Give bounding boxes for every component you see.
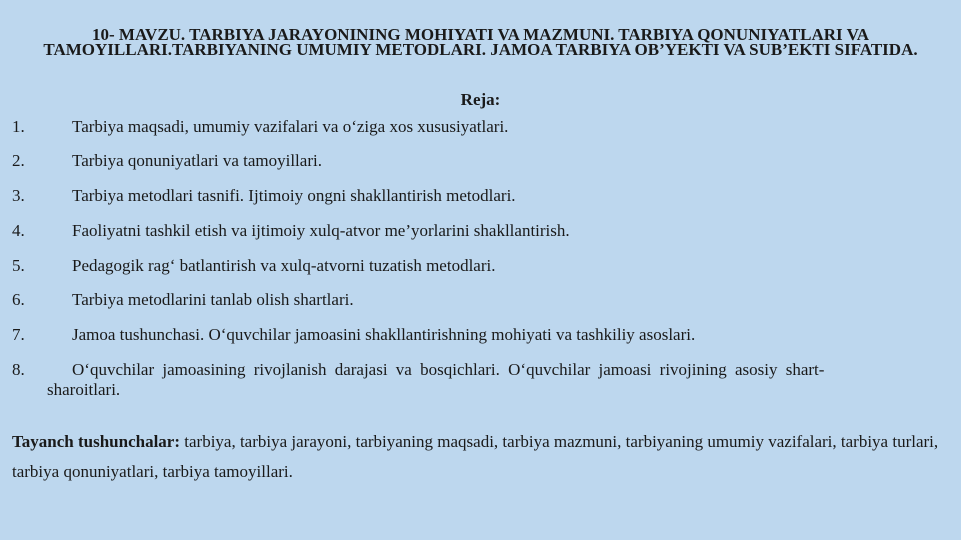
plan-item-number: 5. — [12, 256, 25, 275]
plan-item-text: Tarbiya maqsadi, umumiy vazifalari va o‘ziga xos xususiyatlari. — [72, 117, 509, 136]
plan-item-number: 1. — [12, 117, 25, 136]
plan-item-number: 4. — [12, 221, 25, 240]
plan-item-text: Tarbiya qonuniyatlari va tamoyillari. — [72, 151, 322, 170]
key-concepts-text: tarbiya, tarbiya jarayoni, tarbiyaning maqsadi, tarbiya mazmuni, tarbiyaning umumiy vazifalari, tarbiya turlari, tarbiya qonuniyatlari, tarbiya tamoyillari. — [12, 432, 939, 481]
plan-item-number: 7. — [12, 325, 25, 344]
plan-item-text: Tarbiya metodlarini tanlab olish shartlari. — [72, 290, 354, 309]
plan-item-number: 2. — [12, 151, 25, 170]
slide-title: 10- MAVZU. TARBIYA JARAYONINING MOHIYATI VA MAZMUNI. TARBIYA QONUNIYATLARI VA TAMOYILLARI.TARBIYANING UMUMIY METODLARI. JAMOA TARBIYA OB’YEKTI VA SUB’EKTI SIFATIDA. — [43, 25, 918, 59]
plan-item-text: Tarbiya metodlari tasnifi. Ijtimoiy ongni shakllantirish metodlari. — [72, 186, 516, 205]
key-concepts-label: Tayanch tushunchalar: — [12, 432, 181, 451]
plan-item-text: Pedagogik rag‘ batlantirish va xulq-atvorni tuzatish metodlari. — [72, 256, 496, 275]
plan-item-continuation: sharoitlari. — [47, 380, 121, 399]
key-concepts — [12, 427, 942, 487]
plan-item-text: Jamoa tushunchasi. O‘quvchilar jamoasini shakllantirishning mohiyati va tashkiliy asoslari. — [72, 325, 696, 344]
plan-item-number: 3. — [12, 186, 25, 205]
plan-item-number: 8. — [12, 360, 25, 379]
plan-item-number: 6. — [12, 290, 25, 309]
plan-item-text: O‘quvchilar jamoasining rivojlanish darajasi va bosqichlari. O‘quvchilar jamoasi rivojining asosiy shart- — [72, 360, 825, 379]
plan-heading: Reja: — [460, 90, 501, 109]
plan-item-text: Faoliyatni tashkil etish va ijtimoiy xulq-atvor me’yorlarini shakllantirish. — [72, 221, 570, 240]
